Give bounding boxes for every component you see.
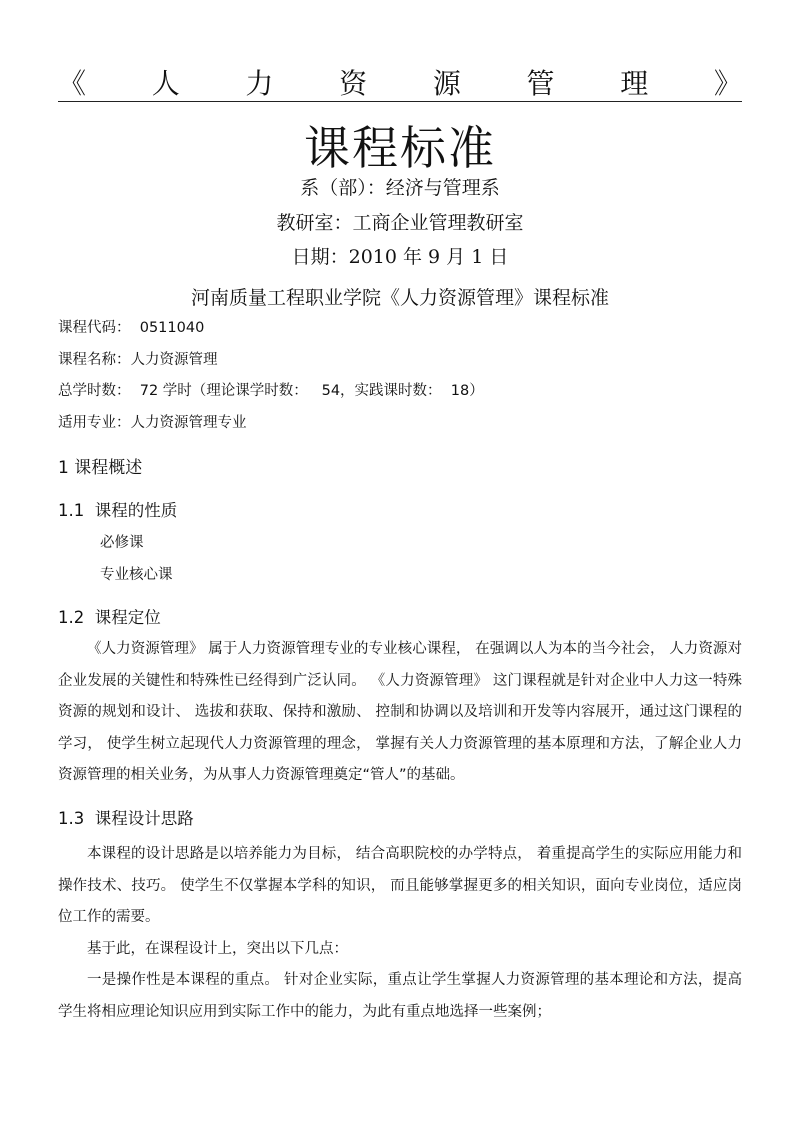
list-item: 专业核心课 xyxy=(100,567,173,583)
course-major: 适用专业：人力资源管理专业 xyxy=(58,415,247,431)
paragraph: 一是操作性是本课程的重点。 针对企业实际，重点让学生掌握人力资源管理的基本理论和方法，提高学生将相应理论知识应用到实际工作中的能力，为此有重点地选择一些案例； xyxy=(58,972,742,1020)
date-line: 日期：2010 年 9 月 1 日 xyxy=(291,246,509,268)
course-code: 课程代码： 0511040 xyxy=(58,320,205,336)
page-title: 课程标准 xyxy=(304,121,496,175)
document-title: 河南质量工程职业学院《人力资源管理》课程标准 xyxy=(190,287,609,309)
header-char: 源 xyxy=(432,67,461,100)
header-char: 管 xyxy=(526,67,555,100)
header-char: 资 xyxy=(339,67,368,100)
office-line: 教研室：工商企业管理教研室 xyxy=(276,212,524,234)
paragraph: 基于此，在课程设计上，突出以下几点： xyxy=(87,940,348,957)
department-line: 系（部）：经济与管理系 xyxy=(300,177,500,199)
section-heading-1: 1 课程概述 xyxy=(58,458,143,478)
course-hours: 总学时数： 72 学时（理论课学时数： 54，实践课时数： 18） xyxy=(58,383,484,399)
header-char: 人 xyxy=(151,67,180,100)
section-heading-1-2: 1.2 课程定位 xyxy=(58,608,161,627)
header-char: 》 xyxy=(713,67,742,100)
section-1-3-body xyxy=(58,839,742,1028)
section-heading-1-3: 1.3 课程设计思路 xyxy=(58,809,194,828)
header-char: 力 xyxy=(245,67,274,100)
paragraph: 本课程的设计思路是以培养能力为目标， 结合高职院校的办学特点， 着重提高学生的实际应用能力和操作技术、技巧。 使学生不仅掌握本学科的知识， 而且能够掌握更多的相关知识，面向专业岗位，适应岗位工作的需要。 xyxy=(58,846,742,925)
section-heading-1-1: 1.1 课程的性质 xyxy=(58,501,178,520)
header-char: 《 xyxy=(58,67,87,100)
section-1-2-body xyxy=(58,634,742,792)
list-item: 必修课 xyxy=(100,535,144,551)
paragraph: 《人力资源管理》 属于人力资源管理专业的专业核心课程， 在强调以人为本的当今社会， 人力资源对企业发展的关键性和特殊性已经得到广泛认同。 《人力资源管理》 这门课程就是针对企业中人力这一特殊资源的规划和设计、 选拔和获取、保持和激励、 控制和协调以及培训和开发等内容展开，通过这门课程的学习， 使学生树立起现代人力资源管理的理念， 掌握有关人力资源管理的基本原理和方法，了解企业人力资源管理的相关业务，为从事人力资源管理奠定“管人”的基础。 xyxy=(58,641,742,783)
header-char: 理 xyxy=(620,67,649,100)
course-name: 课程名称：人力资源管理 xyxy=(58,352,218,368)
document-header xyxy=(58,67,742,102)
